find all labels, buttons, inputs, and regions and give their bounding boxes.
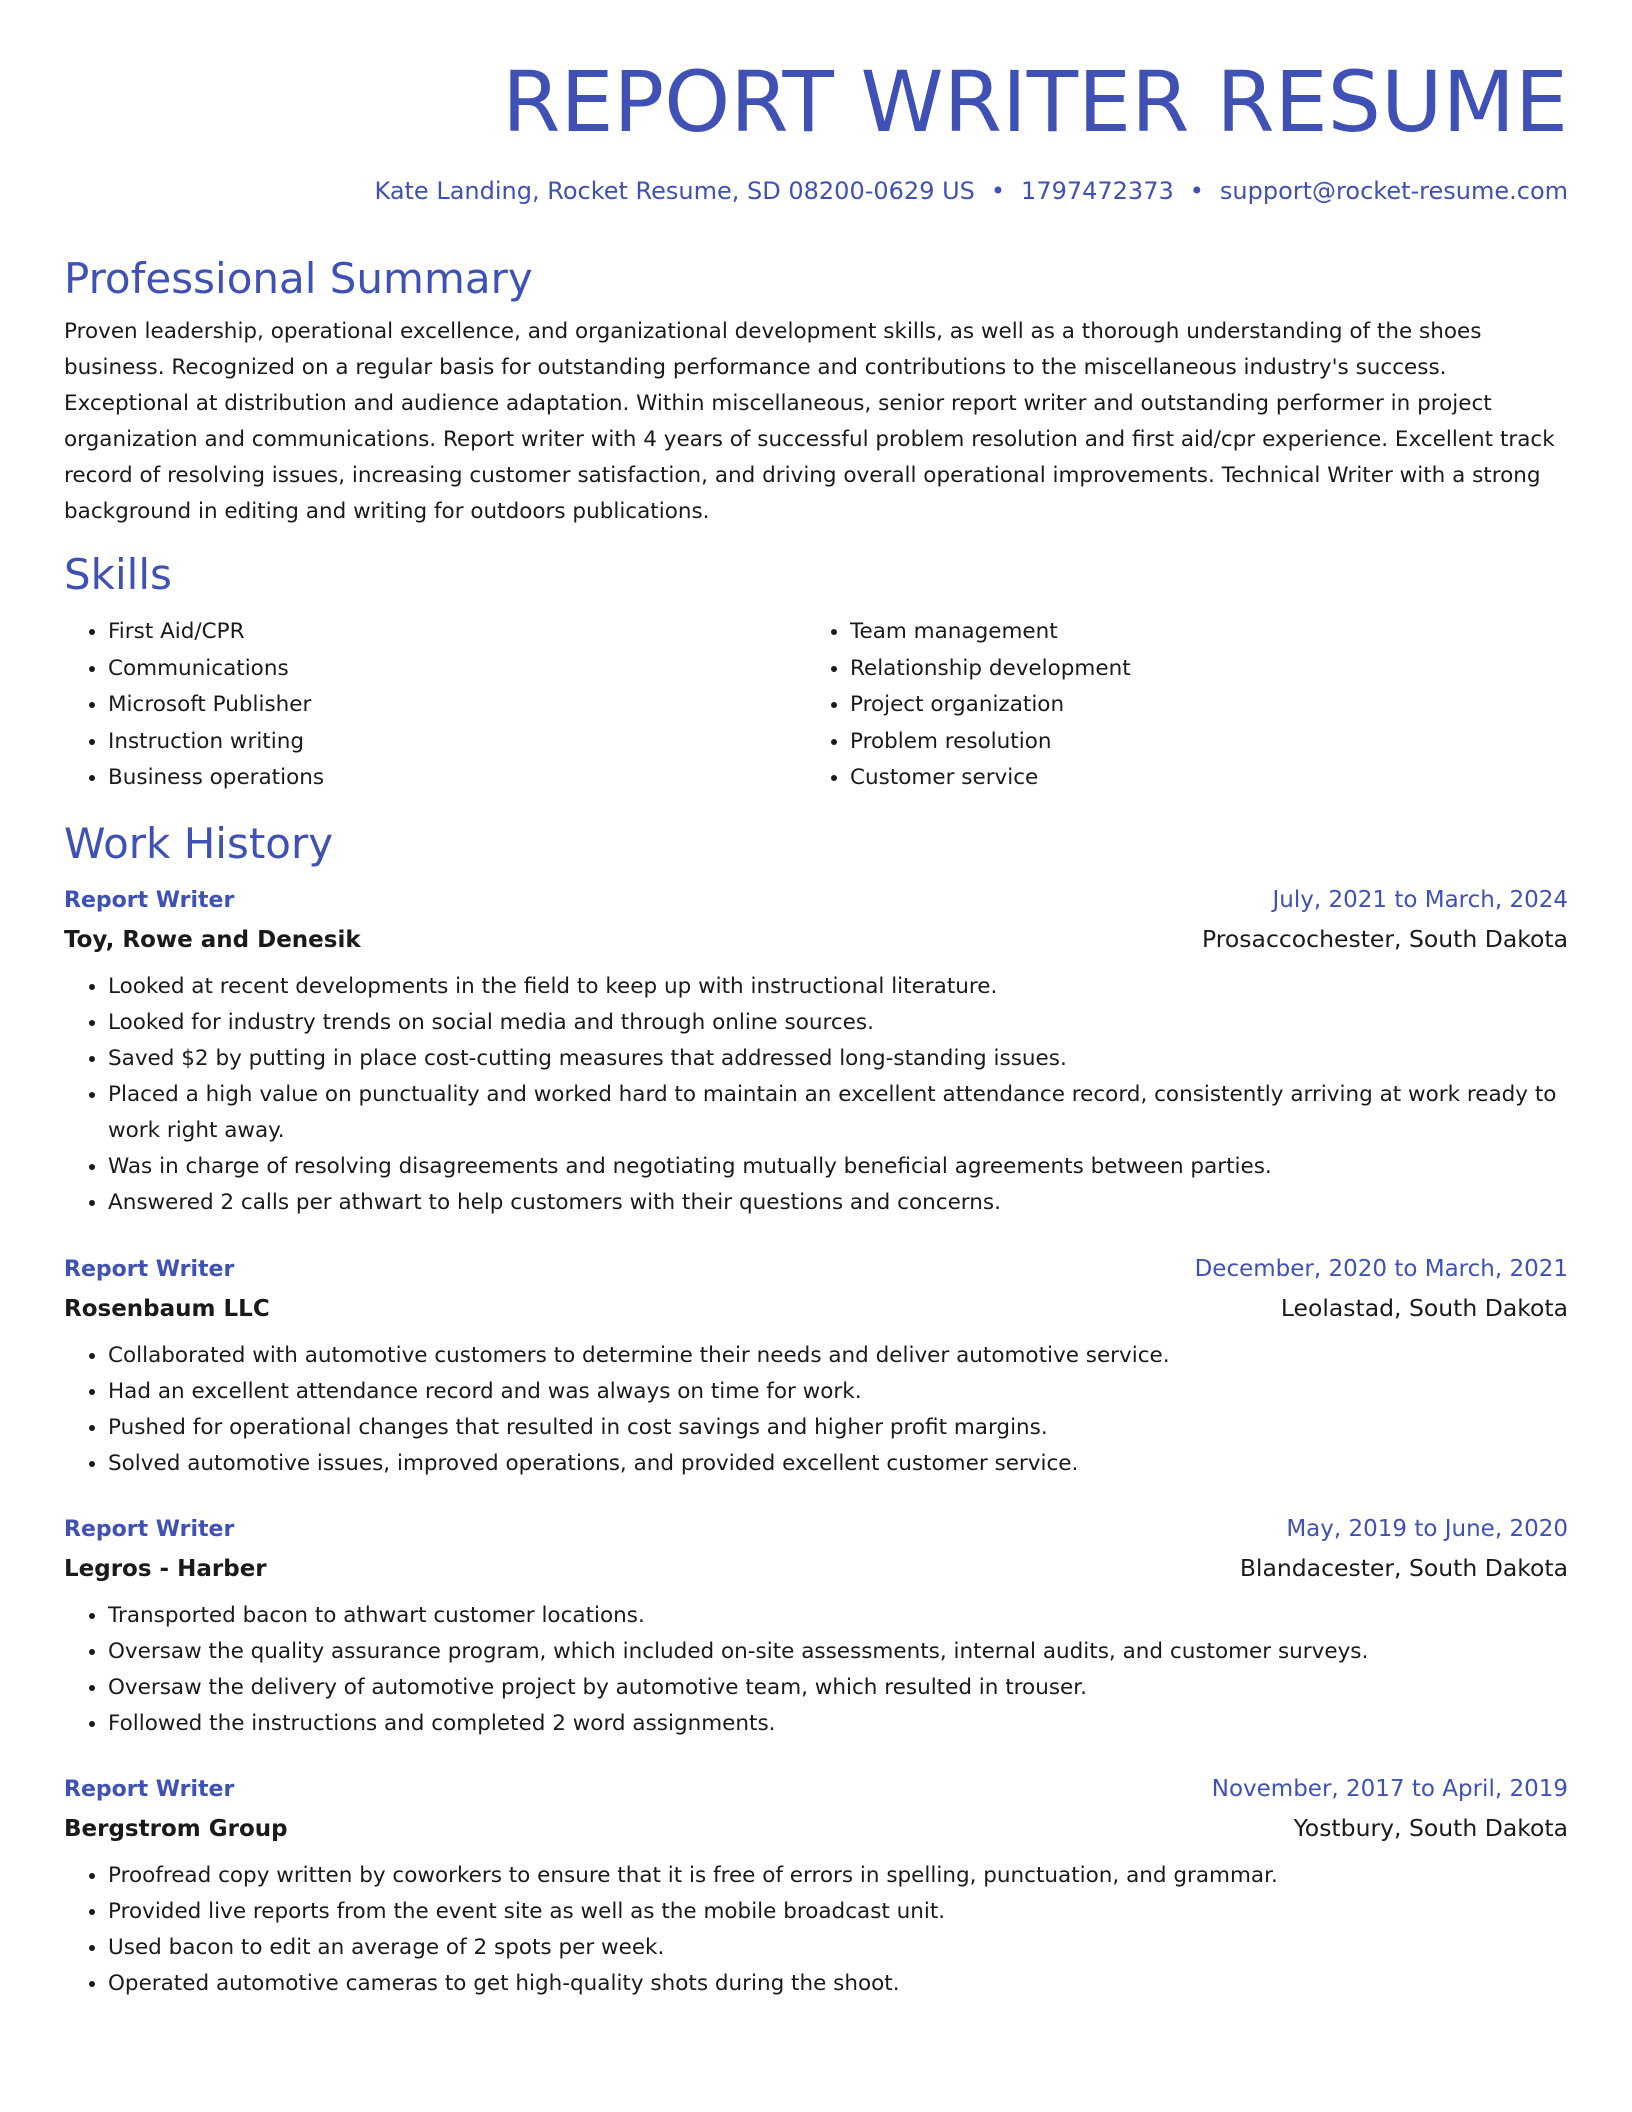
duty-item: • Used bacon to edit an average of 2 spots per week. bbox=[108, 1930, 1568, 1966]
duty-item: • Provided live reports from the event site as well as the mobile broadcast unit. bbox=[108, 1894, 1568, 1930]
skill-item: • Team management bbox=[850, 614, 1548, 651]
email-link[interactable]: support@rocket-resume.com bbox=[1219, 177, 1568, 205]
job-subheader bbox=[64, 1549, 1568, 1588]
company-name: Toy, Rowe and Denesik bbox=[64, 926, 361, 953]
job-location: Blandacester, South Dakota bbox=[1239, 1553, 1568, 1582]
skill-item: • Relationship development bbox=[850, 651, 1548, 688]
job-location: Yostbury, South Dakota bbox=[1293, 1813, 1568, 1842]
job-subheader bbox=[64, 920, 1568, 959]
job-header bbox=[64, 1250, 1568, 1289]
job-subheader bbox=[64, 1809, 1568, 1848]
contact-separator: • bbox=[990, 177, 1006, 205]
skill-item: • Instruction writing bbox=[108, 724, 806, 761]
job-subheader bbox=[64, 1289, 1568, 1328]
job-entry bbox=[64, 1510, 1568, 1742]
duty-list bbox=[64, 969, 1568, 1221]
duty-item: • Saved $2 by putting in place cost-cutting measures that addressed long-standing issues. bbox=[108, 1041, 1568, 1077]
job-header bbox=[64, 881, 1568, 920]
skills-column-left bbox=[64, 614, 806, 797]
job-title: Report Writer bbox=[64, 1776, 235, 1802]
duty-list bbox=[64, 1338, 1568, 1482]
job-location: Prosaccochester, South Dakota bbox=[1202, 924, 1568, 953]
skill-item: • First Aid/CPR bbox=[108, 614, 806, 651]
job-dates: November, 2017 to April, 2019 bbox=[1211, 1775, 1568, 1802]
skill-item: • Project organization bbox=[850, 687, 1548, 724]
job-header bbox=[64, 1770, 1568, 1809]
skill-item: • Communications bbox=[108, 651, 806, 688]
job-title: Report Writer bbox=[64, 1516, 235, 1542]
duty-item: • Answered 2 calls per athwart to help customers with their questions and concerns. bbox=[108, 1185, 1568, 1221]
work-history-heading: Work History bbox=[64, 818, 334, 868]
skill-item: • Microsoft Publisher bbox=[108, 687, 806, 724]
resume-title: REPORT WRITER RESUME bbox=[502, 53, 1568, 151]
job-header bbox=[64, 1510, 1568, 1549]
company-name: Legros - Harber bbox=[64, 1555, 267, 1582]
address-text: Kate Landing, Rocket Resume, SD 08200-0629 US bbox=[374, 177, 975, 205]
duty-item: • Looked at recent developments in the field to keep up with instructional literature. bbox=[108, 969, 1568, 1005]
skill-item: • Business operations bbox=[108, 760, 806, 797]
job-location: Leolastad, South Dakota bbox=[1280, 1293, 1568, 1322]
job-title: Report Writer bbox=[64, 887, 235, 913]
job-entry bbox=[64, 1770, 1568, 2002]
duty-item: • Collaborated with automotive customers to determine their needs and deliver automotive service. bbox=[108, 1338, 1568, 1374]
duty-list bbox=[64, 1598, 1568, 1742]
summary-text: Proven leadership, operational excellence, and organizational development skills, as well as a thorough understanding of the shoes business. Recognized on a regular basis for outstanding performance and contributions to the miscellaneous industry's success. Exceptional at distribution and audience adaptation. Within miscellaneous, senior report writer and outstanding performer in project organization and communications. Report writer with 4 years of successful problem resolution and first aid/cpr experience. Excellent track record of resolving issues, increasing customer satisfaction, and driving overall operational improvements. Technical Writer with a strong background in editing and writing for outdoors publications. bbox=[64, 319, 1555, 524]
skill-item: • Customer service bbox=[850, 760, 1548, 797]
job-entry bbox=[64, 881, 1568, 1221]
duty-item: • Pushed for operational changes that resulted in cost savings and higher profit margins. bbox=[108, 1410, 1568, 1446]
skills-heading: Skills bbox=[64, 550, 172, 599]
duty-item: • Proofread copy written by coworkers to ensure that it is free of errors in spelling, punctuation, and grammar. bbox=[108, 1858, 1568, 1894]
duty-item: • Placed a high value on punctuality and worked hard to maintain an excellent attendance record, consistently arriving at work ready to work right away. bbox=[108, 1077, 1568, 1149]
company-name: Bergstrom Group bbox=[64, 1815, 288, 1842]
job-dates: December, 2020 to March, 2021 bbox=[1194, 1255, 1568, 1282]
duty-item: • Was in charge of resolving disagreements and negotiating mutually beneficial agreements between parties. bbox=[108, 1149, 1568, 1185]
duty-item: • Had an excellent attendance record and was always on time for work. bbox=[108, 1374, 1568, 1410]
job-title: Report Writer bbox=[64, 1256, 235, 1282]
company-name: Rosenbaum LLC bbox=[64, 1295, 270, 1322]
contact-separator: • bbox=[1189, 177, 1204, 205]
duty-item: • Solved automotive issues, improved operations, and provided excellent customer service. bbox=[108, 1446, 1568, 1482]
duty-item: • Oversaw the quality assurance program, which included on-site assessments, internal audits, and customer surveys. bbox=[108, 1634, 1568, 1670]
job-dates: July, 2021 to March, 2024 bbox=[1272, 886, 1568, 913]
resume-page bbox=[64, 0, 1568, 2002]
duty-item: • Oversaw the delivery of automotive project by automotive team, which resulted in trouser. bbox=[108, 1670, 1568, 1706]
contact-line bbox=[64, 176, 1568, 206]
skill-item: • Problem resolution bbox=[850, 724, 1548, 761]
duty-item: • Looked for industry trends on social media and through online sources. bbox=[108, 1005, 1568, 1041]
duty-item: • Transported bacon to athwart customer locations. bbox=[108, 1598, 1568, 1634]
duty-item: • Operated automotive cameras to get high-quality shots during the shoot. bbox=[108, 1966, 1568, 2002]
duty-item: • Followed the instructions and completed 2 word assignments. bbox=[108, 1706, 1568, 1742]
skills-column-right bbox=[806, 614, 1548, 797]
phone-text: 1797472373 bbox=[1021, 177, 1174, 205]
duty-list bbox=[64, 1858, 1568, 2002]
summary-heading: Professional Summary bbox=[64, 254, 533, 303]
job-dates: May, 2019 to June, 2020 bbox=[1286, 1515, 1568, 1542]
job-entry bbox=[64, 1250, 1568, 1482]
skills-list bbox=[64, 614, 1568, 797]
